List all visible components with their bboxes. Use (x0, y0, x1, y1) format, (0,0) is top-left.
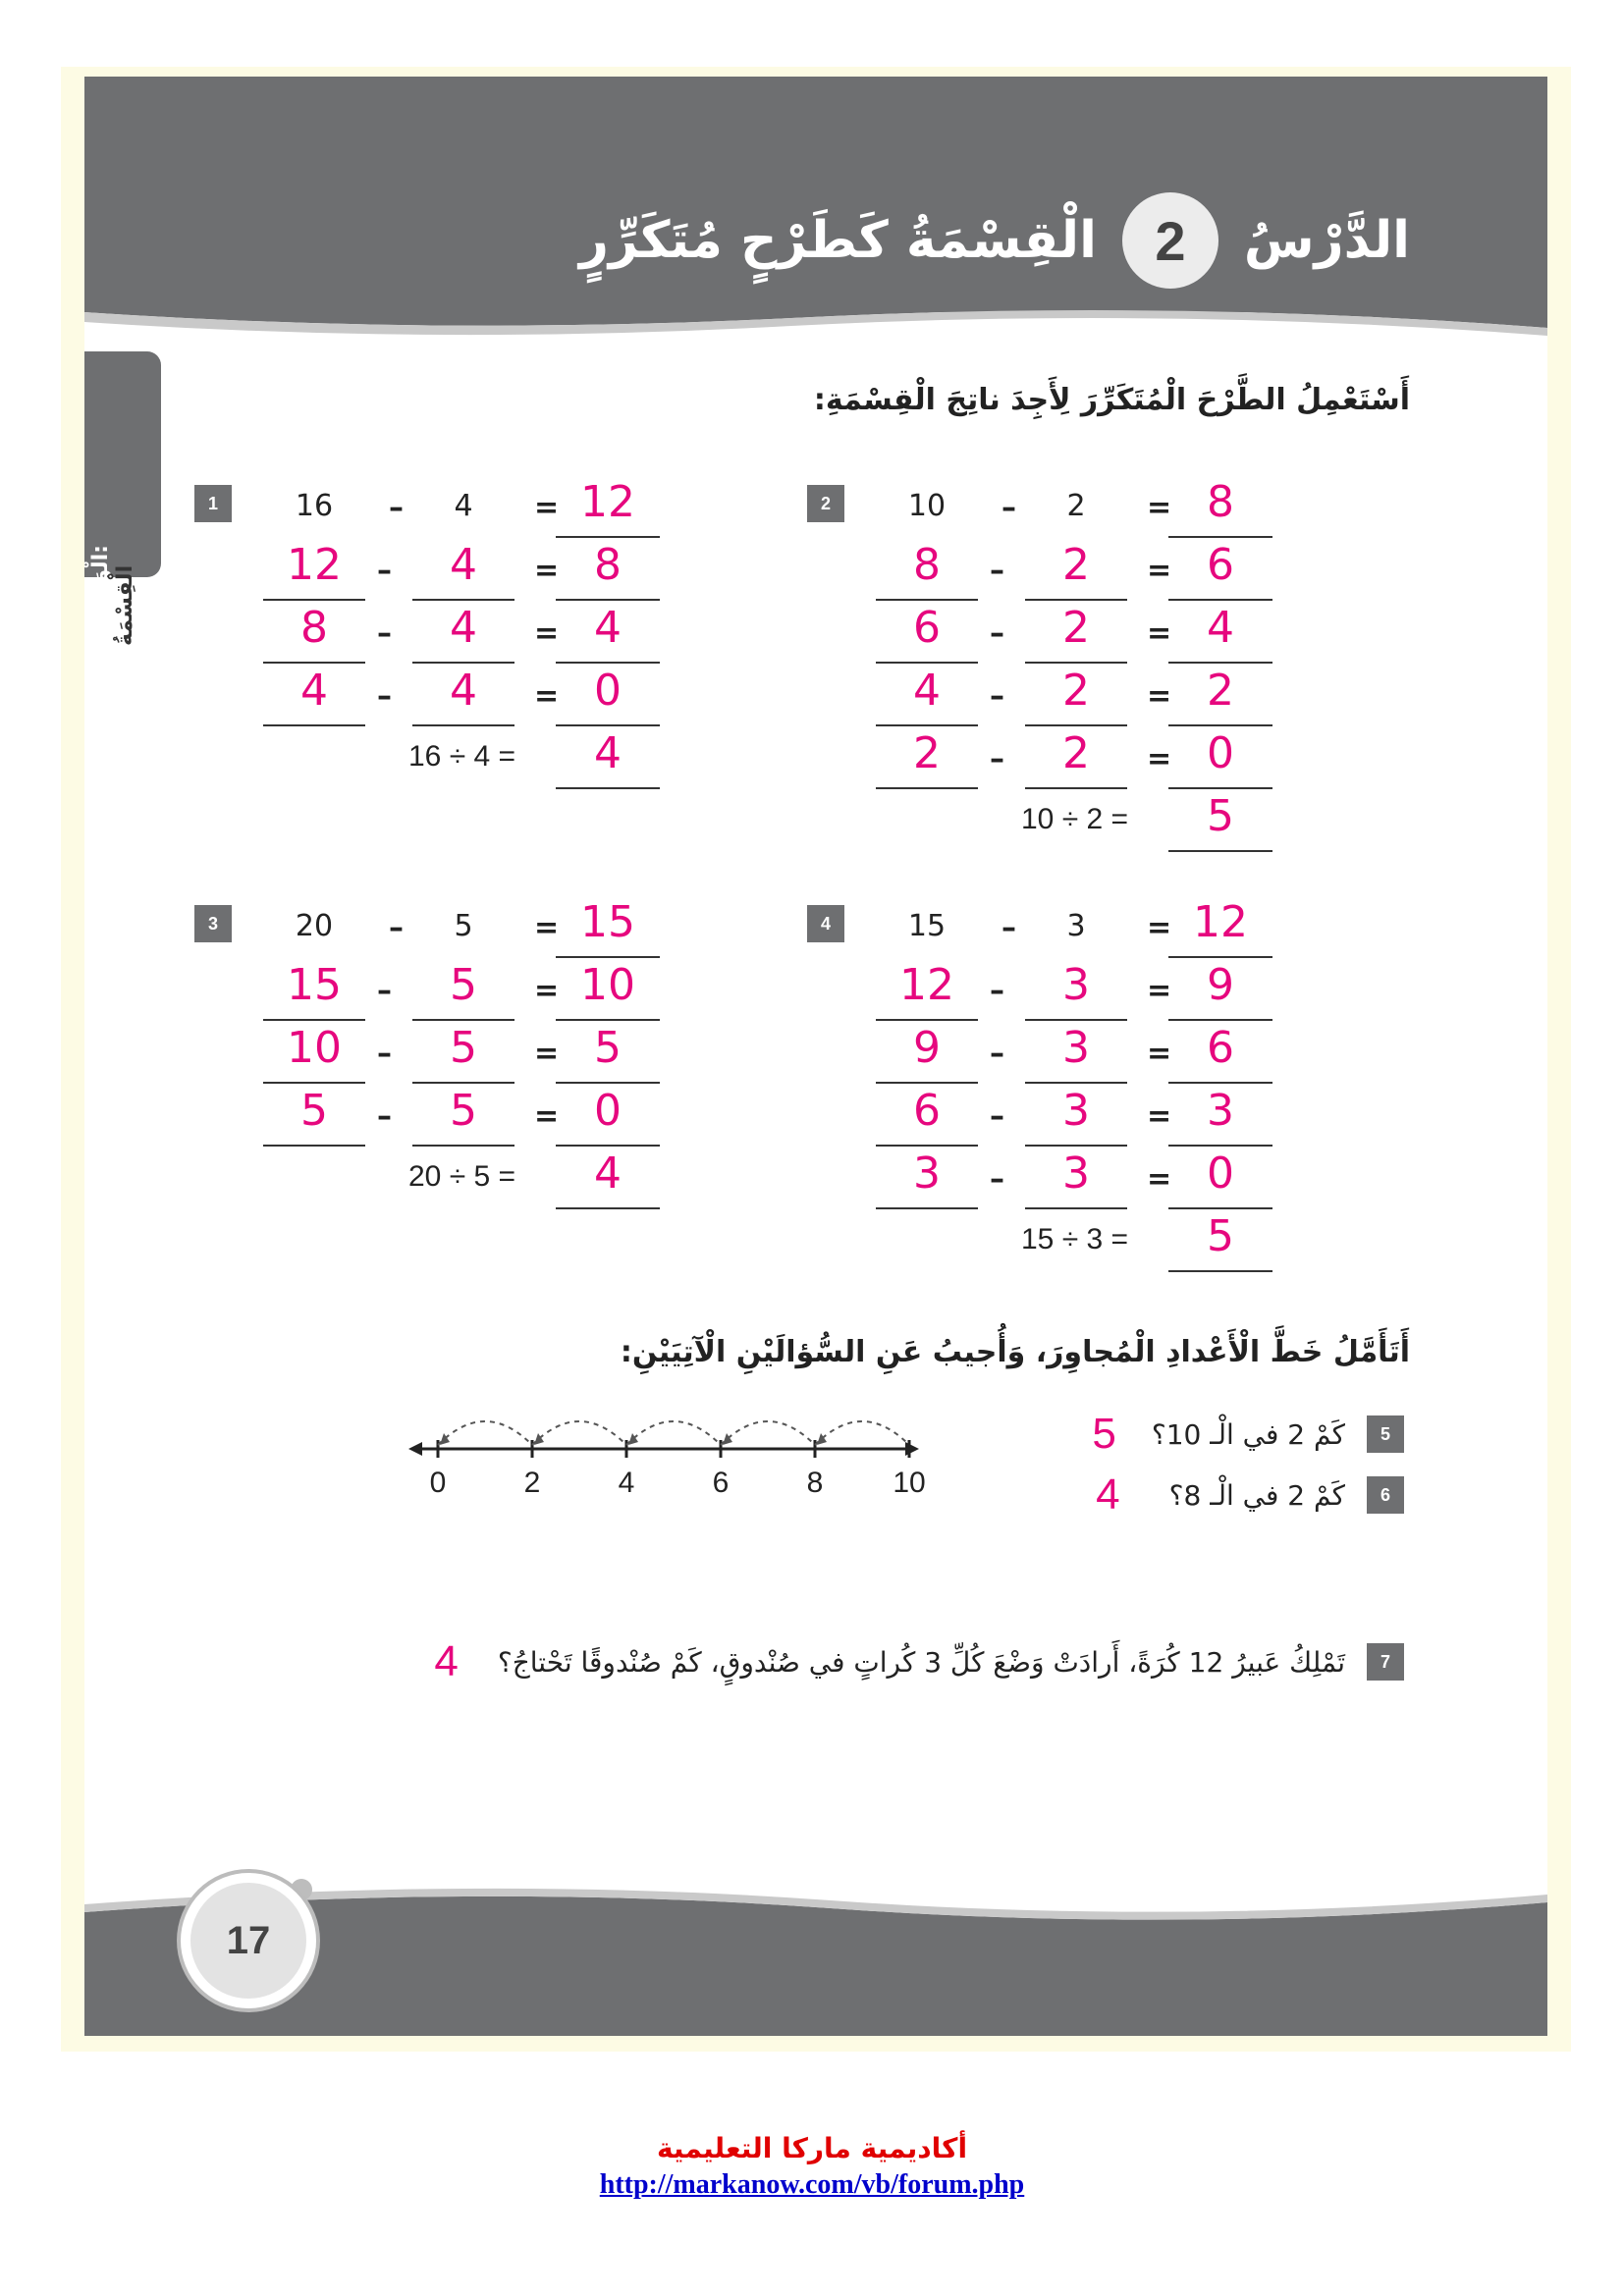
equals-sign: = (534, 679, 560, 714)
answer-value: 12 (580, 477, 635, 527)
jump-arc (438, 1421, 532, 1445)
answer-blank[interactable] (412, 1086, 514, 1147)
jump-arc (626, 1421, 721, 1445)
answer-value: 4 (450, 666, 477, 716)
answer-blank[interactable] (1025, 1023, 1127, 1084)
answer-value: 6 (1207, 540, 1234, 590)
answer-value: 0 (1207, 728, 1234, 778)
question-answer: 4 (434, 1637, 459, 1685)
answer-blank[interactable] (412, 1023, 514, 1084)
answer-value: 3 (1062, 1148, 1090, 1199)
answer-value: 3 (1062, 960, 1090, 1010)
equals-sign: = (1147, 1162, 1172, 1197)
equals-sign: = (1147, 1099, 1172, 1134)
minus-sign: – (377, 554, 392, 588)
given-value: 2 (1066, 489, 1086, 523)
answer-value: 8 (594, 540, 622, 590)
answer-blank[interactable] (263, 960, 365, 1021)
answer-value: 12 (899, 960, 954, 1010)
answer-value: 6 (913, 1086, 941, 1136)
answer-value: 4 (300, 666, 328, 716)
answer-value: 4 (594, 1148, 622, 1199)
answer-blank[interactable] (1168, 477, 1272, 538)
equals-sign: = (1147, 1037, 1172, 1071)
answer-blank[interactable] (556, 477, 660, 538)
answer-blank[interactable] (1025, 666, 1127, 726)
tick-label: 10 (893, 1467, 926, 1499)
answer-blank[interactable] (263, 603, 365, 664)
jump-arc (815, 1421, 909, 1445)
answer-blank[interactable] (556, 540, 660, 601)
answer-value: 6 (913, 603, 941, 653)
equals-sign: = (1147, 491, 1172, 525)
start-number (876, 477, 978, 536)
problem-badge: 3 (194, 905, 232, 942)
minus-sign: – (377, 1099, 392, 1134)
start-number (876, 897, 978, 956)
tick-label: 2 (523, 1467, 541, 1499)
answer-blank[interactable] (556, 666, 660, 726)
answer-value: 3 (1062, 1086, 1090, 1136)
question-6 (1096, 1470, 1404, 1520)
answer-value: 10 (287, 1023, 342, 1073)
answer-blank[interactable] (1168, 1148, 1272, 1209)
given-value: 16 (295, 489, 334, 523)
minus-sign: – (990, 616, 1004, 651)
start-number (263, 897, 365, 956)
answer-blank[interactable] (412, 666, 514, 726)
problem-4 (807, 897, 1269, 1261)
forum-link[interactable]: http://markanow.com/vb/forum.php (599, 2169, 1025, 2200)
answer-blank[interactable] (876, 728, 978, 789)
answer-value: 2 (1062, 728, 1090, 778)
answer-value: 4 (450, 603, 477, 653)
answer-value: 12 (1193, 897, 1248, 947)
answer-value: 8 (300, 603, 328, 653)
answer-value: 10 (580, 960, 635, 1010)
answer-blank[interactable] (1025, 1086, 1127, 1147)
tick-label: 6 (712, 1467, 730, 1499)
answer-value: 5 (450, 1023, 477, 1073)
quotient-blank[interactable] (556, 1148, 660, 1209)
equals-sign: = (534, 974, 560, 1008)
answer-blank[interactable] (556, 960, 660, 1021)
answer-blank[interactable] (263, 1023, 365, 1084)
answer-value: 12 (287, 540, 342, 590)
answer-blank[interactable] (876, 603, 978, 664)
tick-label: 0 (429, 1467, 447, 1499)
answer-blank[interactable] (876, 960, 978, 1021)
answer-value: 9 (1207, 960, 1234, 1010)
minus-sign: – (990, 1162, 1004, 1197)
arrow-right-icon (905, 1442, 919, 1456)
answer-value: 3 (913, 1148, 941, 1199)
question-badge: 6 (1367, 1476, 1404, 1514)
minus-sign: – (1001, 911, 1016, 945)
given-value: 15 (907, 909, 947, 943)
answer-blank[interactable] (263, 1086, 365, 1147)
answer-value: 4 (450, 540, 477, 590)
given-value: 3 (1066, 909, 1086, 943)
minus-sign: – (990, 554, 1004, 588)
tick-label: 4 (618, 1467, 635, 1499)
answer-blank[interactable] (1168, 603, 1272, 664)
answer-value: 9 (913, 1023, 941, 1073)
answer-blank[interactable] (1168, 960, 1272, 1021)
answer-blank[interactable] (556, 1086, 660, 1147)
equals-sign: = (534, 1037, 560, 1071)
answer-blank[interactable] (263, 666, 365, 726)
jump-arc (532, 1421, 626, 1445)
answer-blank[interactable] (412, 960, 514, 1021)
workbook-page (84, 77, 1547, 2036)
answer-blank[interactable] (556, 897, 660, 958)
instruction-part1: أَسْتَعْمِلُ الطَّرْحَ الْمُتَكَرِّرَ لِأَجِدَ ناتِجَ الْقِسْمَةِ: (813, 383, 1410, 417)
problem-2 (807, 477, 1269, 841)
subtrahend (1025, 897, 1127, 956)
answer-blank[interactable] (1168, 728, 1272, 789)
division-statement: 20 ÷ 5 = (408, 1160, 516, 1193)
question-text: كَمْ 2 في الْـ 10؟ (1151, 1417, 1345, 1451)
quotient-blank[interactable] (1168, 791, 1272, 852)
question-answer: 5 (1092, 1410, 1116, 1458)
answer-blank[interactable] (1168, 1086, 1272, 1147)
unit-name: الْقِسْمَةُ (113, 564, 137, 646)
jump-arc (721, 1421, 815, 1445)
equals-sign: = (534, 911, 560, 945)
answer-value: 4 (1207, 603, 1234, 653)
minus-sign: – (377, 679, 392, 714)
lesson-word: الدَّرْسُ (1243, 211, 1410, 270)
answer-value: 0 (594, 1086, 622, 1136)
question-text: كَمْ 2 في الْـ 8؟ (1168, 1478, 1345, 1512)
answer-value: 2 (1062, 540, 1090, 590)
answer-value: 5 (450, 960, 477, 1010)
academy-name: أكاديمية ماركا التعليمية (656, 2132, 968, 2164)
question-7 (434, 1637, 1404, 1686)
answer-blank[interactable] (1025, 1148, 1127, 1209)
minus-sign: – (990, 974, 1004, 1008)
answer-blank[interactable] (876, 1148, 978, 1209)
answer-value: 0 (1207, 1148, 1234, 1199)
page-number-badge (181, 1873, 316, 2008)
lesson-name: الْقِسْمَةُ كَطَرْحٍ مُتَكَرِّرٍ (578, 211, 1097, 270)
equals-sign: = (1147, 742, 1172, 776)
minus-sign: – (377, 1037, 392, 1071)
subtrahend (412, 477, 514, 536)
lesson-title (579, 187, 1410, 294)
answer-value: 5 (450, 1086, 477, 1136)
equals-sign: = (534, 554, 560, 588)
question-answer: 4 (1096, 1470, 1120, 1519)
answer-blank[interactable] (1168, 540, 1272, 601)
answer-blank[interactable] (1025, 960, 1127, 1021)
given-value: 10 (907, 489, 947, 523)
answer-blank[interactable] (1168, 1023, 1272, 1084)
answer-blank[interactable] (1025, 540, 1127, 601)
answer-value: 2 (1207, 666, 1234, 716)
minus-sign: – (377, 616, 392, 651)
answer-blank[interactable] (1168, 897, 1272, 958)
answer-blank[interactable] (1168, 666, 1272, 726)
given-value: 20 (295, 909, 334, 943)
minus-sign: – (1001, 491, 1016, 525)
problem-badge: 2 (807, 485, 844, 522)
answer-value: 15 (287, 960, 342, 1010)
answer-value: 4 (913, 666, 941, 716)
given-value: 5 (454, 909, 473, 943)
arrow-left-icon (408, 1442, 422, 1456)
answer-value: 15 (580, 897, 635, 947)
subtrahend (412, 897, 514, 956)
answer-value: 2 (1062, 666, 1090, 716)
quotient-blank[interactable] (1168, 1211, 1272, 1272)
division-statement: 10 ÷ 2 = (1021, 803, 1129, 835)
quotient-blank[interactable] (556, 728, 660, 789)
minus-sign: – (389, 911, 404, 945)
answer-blank[interactable] (1025, 603, 1127, 664)
answer-blank[interactable] (412, 603, 514, 664)
header-wave (84, 291, 1547, 359)
answer-value: 4 (594, 603, 622, 653)
question-text: تَمْلِكُ عَبيرُ 12 كُرَةً، أَرادَتْ وَضْعَ كُلِّ 3 كُراتٍ في صُنْدوقٍ، كَمْ صُنْدوقًا تَحْتاجُ؟ (497, 1645, 1345, 1679)
answer-value: 4 (594, 728, 622, 778)
answer-value: 6 (1207, 1023, 1234, 1073)
answer-blank[interactable] (876, 666, 978, 726)
answer-value: 5 (1207, 791, 1234, 841)
division-statement: 16 ÷ 4 = (408, 740, 516, 773)
answer-blank[interactable] (412, 540, 514, 601)
minus-sign: – (990, 742, 1004, 776)
equals-sign: = (1147, 679, 1172, 714)
minus-sign: – (990, 679, 1004, 714)
page-number: 17 (226, 1918, 271, 1962)
question-5 (1092, 1410, 1404, 1459)
question-badge: 5 (1367, 1415, 1404, 1453)
answer-blank[interactable] (263, 540, 365, 601)
lesson-number-badge: 2 (1122, 192, 1218, 289)
number-line (340, 1412, 948, 1520)
answer-value: 5 (1207, 1211, 1234, 1261)
answer-value: 2 (1062, 603, 1090, 653)
minus-sign: – (389, 491, 404, 525)
instruction-part2: أَتَأَمَّلُ خَطَّ الْأَعْدادِ الْمُجاوِرَ، وَأُجيبُ عَنِ السُّؤالَيْنِ الْآتِيَيْنِ: (620, 1335, 1410, 1369)
answer-blank[interactable] (556, 603, 660, 664)
equals-sign: = (1147, 974, 1172, 1008)
answer-value: 0 (594, 666, 622, 716)
problem-1 (194, 477, 656, 830)
equals-sign: = (534, 491, 560, 525)
equals-sign: = (1147, 911, 1172, 945)
equals-sign: = (534, 616, 560, 651)
problem-3 (194, 897, 656, 1251)
equals-sign: = (1147, 616, 1172, 651)
minus-sign: – (377, 974, 392, 1008)
answer-value: 5 (300, 1086, 328, 1136)
answer-value: 5 (594, 1023, 622, 1073)
tick-label: 8 (806, 1467, 824, 1499)
answer-blank[interactable] (876, 540, 978, 601)
subtrahend (1025, 477, 1127, 536)
answer-blank[interactable] (556, 1023, 660, 1084)
answer-blank[interactable] (876, 1086, 978, 1147)
equals-sign: = (1147, 554, 1172, 588)
answer-blank[interactable] (876, 1023, 978, 1084)
problem-badge: 4 (807, 905, 844, 942)
answer-value: 2 (913, 728, 941, 778)
answer-value: 8 (913, 540, 941, 590)
answer-value: 3 (1207, 1086, 1234, 1136)
problem-badge: 1 (194, 485, 232, 522)
unit-label: الْوَحْدَةُ 7: (88, 545, 113, 646)
answer-blank[interactable] (1025, 728, 1127, 789)
minus-sign: – (990, 1099, 1004, 1134)
minus-sign: – (990, 1037, 1004, 1071)
equals-sign: = (534, 1099, 560, 1134)
start-number (263, 477, 365, 536)
division-statement: 15 ÷ 3 = (1021, 1223, 1129, 1255)
answer-value: 8 (1207, 477, 1234, 527)
unit-side-label (88, 371, 147, 646)
answer-value: 3 (1062, 1023, 1090, 1073)
question-badge: 7 (1367, 1643, 1404, 1681)
given-value: 4 (454, 489, 473, 523)
